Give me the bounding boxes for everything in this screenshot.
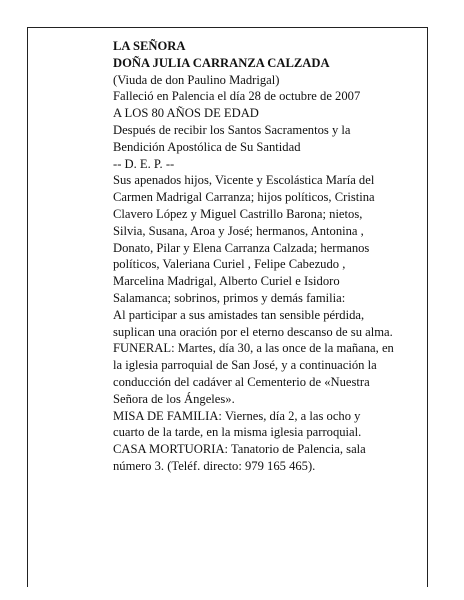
text-line: conducción del cadáver al Cementerio de «Nuestra [113,374,370,389]
text-line: Donato, Pilar y Elena Carranza Calzada; hermanos [113,240,370,255]
mortuary-paragraph [113,441,425,475]
text-line: cuarto de la tarde, en la misma iglesia parroquial. [113,425,362,440]
text-line: MISA DE FAMILIA: Viernes, día 2, a las ocho y [113,408,361,423]
text-line: FUNERAL: Martes, día 30, a las once de la mañana, en [113,341,394,356]
deceased-name: DOÑA JULIA CARRANZA CALZADA [113,55,330,70]
text-line: Marcelina Madrigal, Alberto Curiel e Isidoro [113,274,340,289]
family-mass-paragraph [113,408,425,442]
family-paragraph [113,172,425,306]
notice-title: LA SEÑORA [113,39,186,53]
text-line: la iglesia parroquial de San José, y a continuación la [113,358,377,373]
widow-of-line: (Viuda de don Paulino Madrigal) [113,72,280,87]
death-line: Falleció en Palencia el día 28 de octubre de 2007 [113,89,361,104]
funeral-paragraph [113,340,425,407]
obituary-notice [113,38,425,475]
text-line: Carmen Madrigal Carranza; hijos políticos, Cristina [113,190,375,205]
text-line: Bendición Apostólica de Su Santidad [113,139,301,154]
text-line: Clavero López y Miguel Castrillo Barona; nietos, [113,206,363,221]
sacraments-paragraph [113,122,425,156]
text-line: Salamanca; sobrinos, primos y demás familia: [113,290,346,305]
text-line: Después de recibir los Santos Sacramentos y la [113,122,351,137]
dep-line: -- D. E. P. -- [113,156,175,171]
text-line: número 3. (Teléf. directo: 979 165 465). [113,458,316,473]
age-line: A LOS 80 AÑOS DE EDAD [113,106,259,121]
text-line: políticos, Valeriana Curiel , Felipe Cabezudo , [113,257,346,272]
request-paragraph [113,307,425,341]
text-line: Al participar a sus amistades tan sensible pérdida, [113,307,365,322]
text-line: Sus apenados hijos, Vicente y Escolástica María del [113,173,375,188]
text-line: Señora de los Ángeles». [113,391,235,406]
text-line: CASA MORTUORIA: Tanatorio de Palencia, sala [113,442,366,457]
text-line: suplican una oración por el eterno descanso de su alma. [113,324,393,339]
text-line: Silvia, Susana, Aroa y José; hermanos, Antonina , [113,223,364,238]
